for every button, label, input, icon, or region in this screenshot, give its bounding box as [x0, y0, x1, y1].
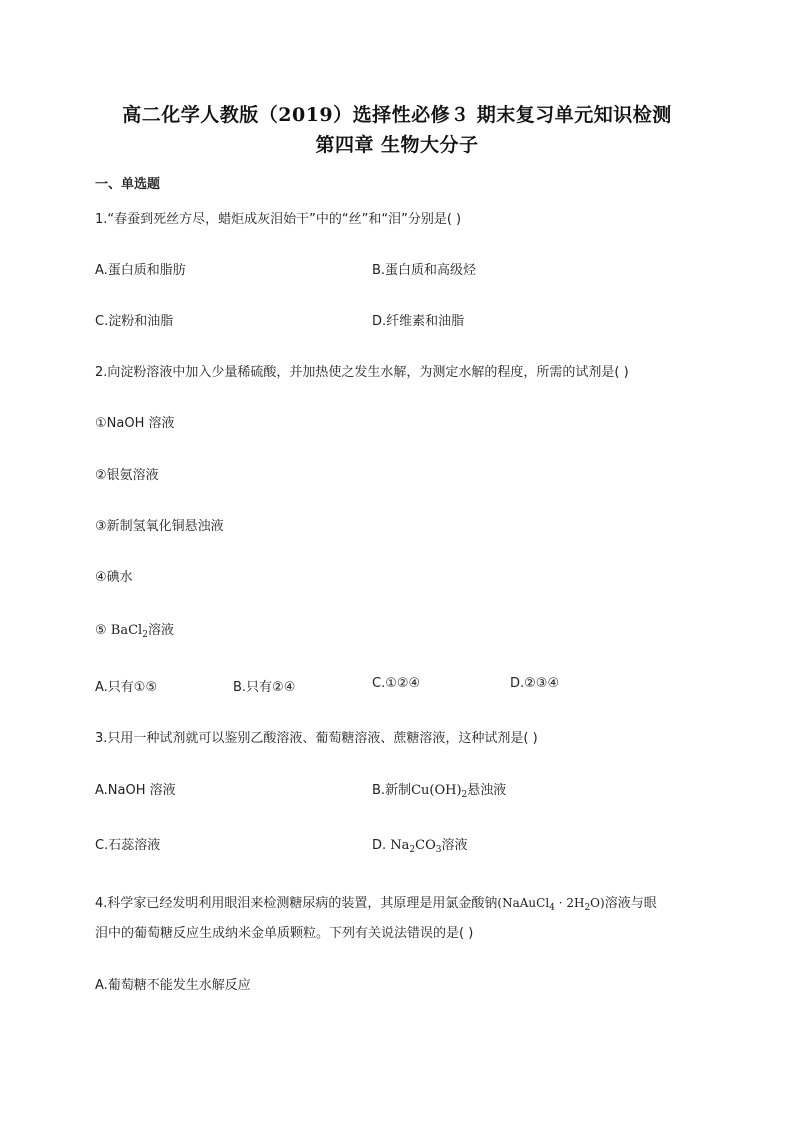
- question-2-stem: 2.向淀粉溶液中加入少量稀硫酸，并加热使之发生水解，为测定水解的程度，所需的试剂是( ): [95, 365, 629, 380]
- question-2-option-b: B.只有②④: [233, 680, 296, 695]
- cuoh2-formula: $Cu(OH)_2$: [411, 783, 468, 800]
- question-1-stem: 1.“春蚕到死丝方尽，蜡炬成灰泪始干”中的“丝”和“泪”分别是( ): [95, 212, 462, 227]
- item-5-marker: ⑤: [95, 623, 107, 638]
- question-1-option-a: A.蛋白质和脂肪: [95, 263, 186, 278]
- question-2-item-4: ④碘水: [95, 570, 133, 585]
- question-1-option-c: C.淀粉和油脂: [95, 314, 174, 329]
- question-1-option-b: B.蛋白质和高级烃: [372, 263, 477, 278]
- question-3-stem: 3.只用一种试剂就可以鉴别乙酸溶液、葡萄糖溶液、蔗糖溶液，这种试剂是( ): [95, 731, 538, 746]
- question-2-option-a: A.只有①⑤: [95, 680, 158, 695]
- question-2-item-1: ①NaOH 溶液: [95, 416, 175, 431]
- na2co3-formula: $Na_2CO_3$: [390, 838, 442, 855]
- question-4-stem-line-2: 泪中的葡萄糖反应生成纳米金单质颗粒。下列有关说法错误的是( ): [95, 926, 474, 941]
- question-3-option-a: A.NaOH 溶液: [95, 783, 176, 798]
- question-4-option-a: A.葡萄糖不能发生水解反应: [95, 978, 251, 993]
- item-5-suffix: 溶液: [147, 623, 174, 638]
- question-2-option-c: C.①②④: [372, 676, 421, 691]
- question-2-item-3: ③新制氢氧化铜悬浊液: [95, 519, 224, 534]
- question-4-stem-line-1: 4.科学家已经发明利用眼泪来检测糖尿病的装置，其原理是用氯金酸钠(NaAuCl$_4$ · $2H_2O$)溶液与眼: [95, 896, 657, 913]
- question-2-item-5: [95, 619, 174, 640]
- question-3-option-d: D. $Na_2CO_3$溶液: [372, 838, 468, 855]
- question-2-option-d: D.②③④: [510, 676, 560, 691]
- bacl2-formula: BaCl$_2$: [110, 623, 148, 640]
- question-3-option-c: C.石蕊溶液: [95, 838, 161, 853]
- section-heading: 一、单选题: [95, 177, 161, 192]
- question-3-option-b: B.新制$Cu(OH)_2$悬浊液: [372, 783, 507, 800]
- question-1-option-d: D.纤维素和油脂: [372, 314, 465, 329]
- document-title: 高二化学人教版（2019）选择性必修３ 期末复习单元知识检测: [122, 104, 672, 126]
- naaucl4-formula: (NaAuCl$_4$ · $2H_2O$): [497, 896, 605, 913]
- question-2-item-2: ②银氨溶液: [95, 468, 159, 483]
- chapter-subtitle: 第四章 生物大分子: [315, 134, 479, 156]
